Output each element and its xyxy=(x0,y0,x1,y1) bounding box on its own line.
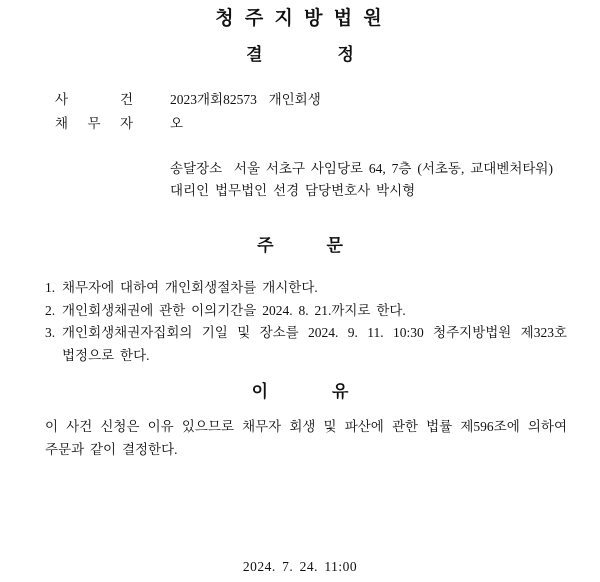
attorney-line: 대리인 법무법인 선경 담당변호사 박시형 xyxy=(170,183,416,198)
service-address-line: 송달장소 서울 서초구 사임당로 64, 7층 (서초동, 교대벤처타워) xyxy=(170,161,553,176)
order-item-3-number: 3. xyxy=(45,325,56,340)
case-number-row xyxy=(45,88,567,112)
debtor-value: 오 xyxy=(170,116,184,131)
case-info-section xyxy=(45,88,567,136)
reason-heading-char-right: 유 xyxy=(332,382,349,401)
order-heading-char-right: 문 xyxy=(326,236,343,255)
case-number-label: 사 건 xyxy=(55,92,133,107)
order-list xyxy=(45,277,567,367)
doc-type-char-left: 결 xyxy=(246,45,263,64)
address-block xyxy=(170,158,567,202)
order-item-1-line: 채무자에 대하여 개인회생절차를 개시한다. xyxy=(62,280,318,295)
order-item-2-line: 개인회생채권에 관한 이의기간을 2024. 8. 21.까지로 한다. xyxy=(62,302,406,318)
order-item-1-text xyxy=(62,277,567,300)
order-item-3 xyxy=(45,322,567,367)
reason-heading-char-left: 이 xyxy=(251,382,268,401)
reason-line-1: 이 사건 신청은 이유 있으므로 채무자 회생 및 파산에 관한 법률 제596조에 의하여 xyxy=(45,419,567,434)
order-item-2-number: 2. xyxy=(45,302,56,318)
order-heading xyxy=(0,236,600,256)
order-item-3-text xyxy=(62,322,567,367)
decision-datetime: 2024. 7. 24. 11:00 xyxy=(242,559,358,574)
order-item-3-line-1: 개인회생채권자집회의 기일 및 장소를 2024. 9. 11. 10:30 청주지방법원 제323호 xyxy=(62,325,567,340)
order-item-1-number: 1. xyxy=(45,280,56,295)
order-heading-char-left: 주 xyxy=(257,236,274,255)
order-item-2 xyxy=(45,300,567,323)
reason-paragraph xyxy=(45,415,567,461)
debtor-label: 채 무 자 xyxy=(55,116,133,131)
order-item-1 xyxy=(45,277,567,300)
case-number-value: 2023개회82573 개인회생 xyxy=(170,92,321,107)
reason-line-2: 주문과 같이 결정한다. xyxy=(45,442,178,457)
court-name-title: 청 주 지 방 법 원 xyxy=(215,8,385,29)
order-item-3-line-2: 법정으로 한다. xyxy=(62,347,150,363)
reason-heading xyxy=(0,382,600,402)
doc-type-heading xyxy=(0,45,600,64)
debtor-row xyxy=(45,112,567,136)
doc-type-char-right: 정 xyxy=(337,45,354,64)
order-item-2-text xyxy=(62,300,567,323)
